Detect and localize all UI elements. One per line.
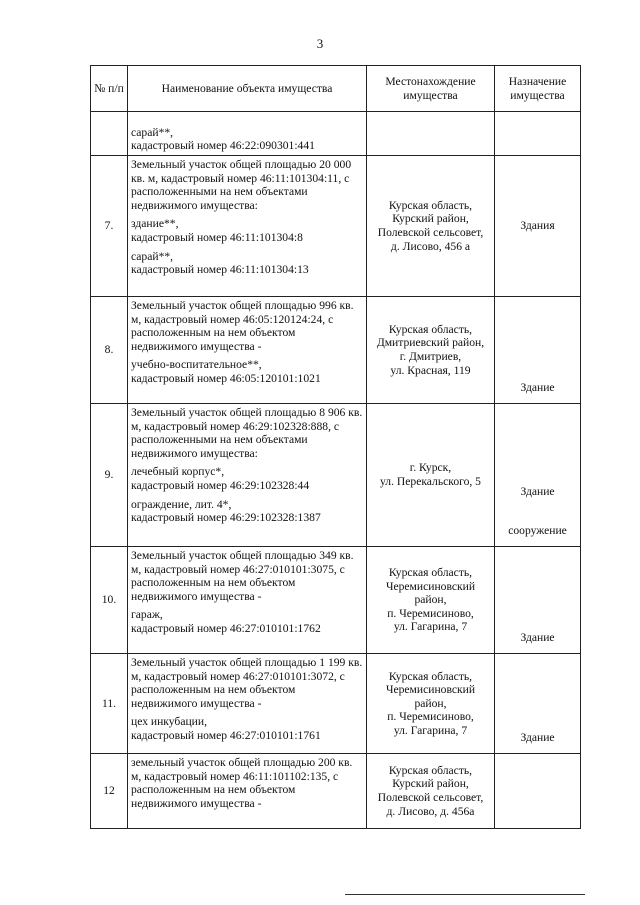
header-purpose: Назначение имущества — [495, 66, 581, 112]
object-name-line: сарай**, — [131, 249, 174, 263]
object-name-line: ограждение, лит. 4*, — [131, 497, 232, 511]
location-line: ул. Гагарина, 7 — [393, 620, 468, 634]
location-line: д. Лисово, д. 456а — [386, 804, 475, 818]
object-purpose — [495, 112, 581, 156]
location-line: Дмитриевский район, — [376, 336, 485, 350]
purpose-line: Здания — [520, 219, 555, 233]
object-location — [367, 547, 495, 654]
object-name-line: кадастровый номер 46:27:010101:1762 — [131, 621, 321, 635]
table-row — [91, 112, 581, 156]
object-name-line: цех инкубации, — [131, 715, 207, 729]
object-name — [128, 112, 367, 156]
row-number: 11. — [91, 654, 128, 754]
object-name — [128, 754, 367, 829]
purpose-line: Здание — [520, 381, 555, 395]
object-name-line: кадастровый номер 46:29:102328:1387 — [131, 511, 321, 525]
page-number: 3 — [316, 36, 324, 51]
object-name-line: гараж, — [131, 608, 163, 622]
header-location: Местонахождение имущества — [367, 66, 495, 112]
object-name-line: Земельный участок общей площадью 20 000 кв. м, кадастровый номер 46:11:101304:11, с расположенными на нем объектами недвижимого имущества: — [131, 158, 352, 212]
location-line: Курская область, — [388, 322, 473, 336]
object-name-line: кадастровый номер 46:22:090301:441 — [131, 139, 315, 153]
object-name-line: кадастровый номер 46:27:010101:1761 — [131, 728, 321, 742]
location-line: Курская область, — [388, 198, 473, 212]
location-line: Полевской сельсовет, — [377, 226, 484, 239]
row-number: 8. — [91, 297, 128, 404]
row-number: 7. — [91, 156, 128, 297]
location-line: ул. Перекальского, 5 — [380, 475, 481, 488]
location-line: Курская область, — [388, 763, 473, 777]
object-name-line: Земельный участок общей площадью 349 кв. м, кадастровый номер 46:27:010101:3075, с расположенным на нем объектом недвижимого имущества - — [131, 549, 354, 603]
object-location — [367, 404, 495, 547]
location-line: Полевской сельсовет, — [377, 791, 484, 804]
location-line: Курский район, — [392, 777, 469, 791]
object-name — [128, 654, 367, 754]
object-name-line: лечебный корпус*, — [131, 465, 225, 479]
location-line: г. Курск, — [409, 461, 452, 475]
table-row — [91, 404, 581, 547]
object-name — [128, 547, 367, 654]
table-row — [91, 754, 581, 829]
object-purpose — [495, 754, 581, 829]
object-name-line: сарай**, — [131, 125, 174, 139]
footer-line — [345, 894, 585, 895]
object-name-line: Земельный участок общей площадью 8 906 кв. м, кадастровый номер 46:29:102328:888, с расположенными на нем объектами недвижимого имущества: — [131, 406, 363, 460]
location-line: Курская область, — [388, 669, 473, 683]
object-location — [367, 156, 495, 297]
row-number: 12 — [91, 754, 128, 829]
object-name-line: кадастровый номер 46:11:101304:13 — [131, 263, 309, 277]
object-name-line: Земельный участок общей площадью 1 199 кв. м, кадастровый номер 46:27:010101:3072, с расположенным на нем объектом недвижимого имущества - — [131, 656, 363, 710]
object-name-line: кадастровый номер 46:29:102328:44 — [131, 478, 310, 492]
object-location — [367, 654, 495, 754]
object-name — [128, 297, 367, 404]
location-line: п. Черемисиново, — [387, 606, 474, 620]
object-name — [128, 404, 367, 547]
location-line: район, — [414, 696, 447, 710]
object-name-line: здание**, — [131, 217, 179, 231]
object-name — [128, 156, 367, 297]
object-name-line: Земельный участок общей площадью 996 кв. м, кадастровый номер 46:05:120124:24, с расположенным на нем объектом недвижимого имущества - — [131, 299, 354, 353]
row-number: 10. — [91, 547, 128, 654]
header-name: Наименование объекта имущества — [128, 66, 367, 112]
object-purpose — [495, 297, 581, 404]
header-num: № п/п — [91, 66, 128, 112]
location-line: г. Дмитриев, — [399, 350, 462, 363]
location-line: д. Лисово, 456 а — [390, 239, 471, 253]
object-purpose — [495, 404, 581, 547]
location-line: Курская область, — [388, 566, 473, 580]
location-line: Курский район, — [392, 212, 469, 226]
object-purpose — [495, 547, 581, 654]
row-number: 9. — [91, 404, 128, 547]
object-purpose — [495, 156, 581, 297]
object-name-line: земельный участок общей площадью 200 кв. м, кадастровый номер 46:11:101102:135, с расположенным на нем объектом недвижимого имущества - — [131, 756, 353, 810]
location-line: п. Черемисиново, — [387, 710, 474, 724]
table-row — [91, 297, 581, 404]
object-name-line: кадастровый номер 46:05:120101:1021 — [131, 371, 321, 385]
table-row — [91, 156, 581, 297]
object-name-line: учебно-воспитательное**, — [131, 358, 262, 372]
purpose-line: Здание — [520, 484, 555, 498]
object-location — [367, 297, 495, 404]
table-row — [91, 654, 581, 754]
purpose-line: сооружение — [508, 524, 567, 538]
location-line: Черемисиновский — [385, 579, 476, 593]
table-row — [91, 547, 581, 654]
location-line: ул. Красная, 119 — [390, 363, 471, 377]
purpose-line: Здание — [520, 631, 555, 645]
property-table — [90, 65, 581, 829]
object-name-line: кадастровый номер 46:11:101304:8 — [131, 230, 303, 244]
object-purpose — [495, 654, 581, 754]
row-number — [91, 112, 128, 156]
object-location — [367, 112, 495, 156]
location-line: ул. Гагарина, 7 — [393, 723, 468, 737]
location-line: Черемисиновский — [385, 683, 476, 697]
object-location — [367, 754, 495, 829]
purpose-line: Здание — [520, 731, 555, 745]
location-line: район, — [414, 593, 447, 607]
